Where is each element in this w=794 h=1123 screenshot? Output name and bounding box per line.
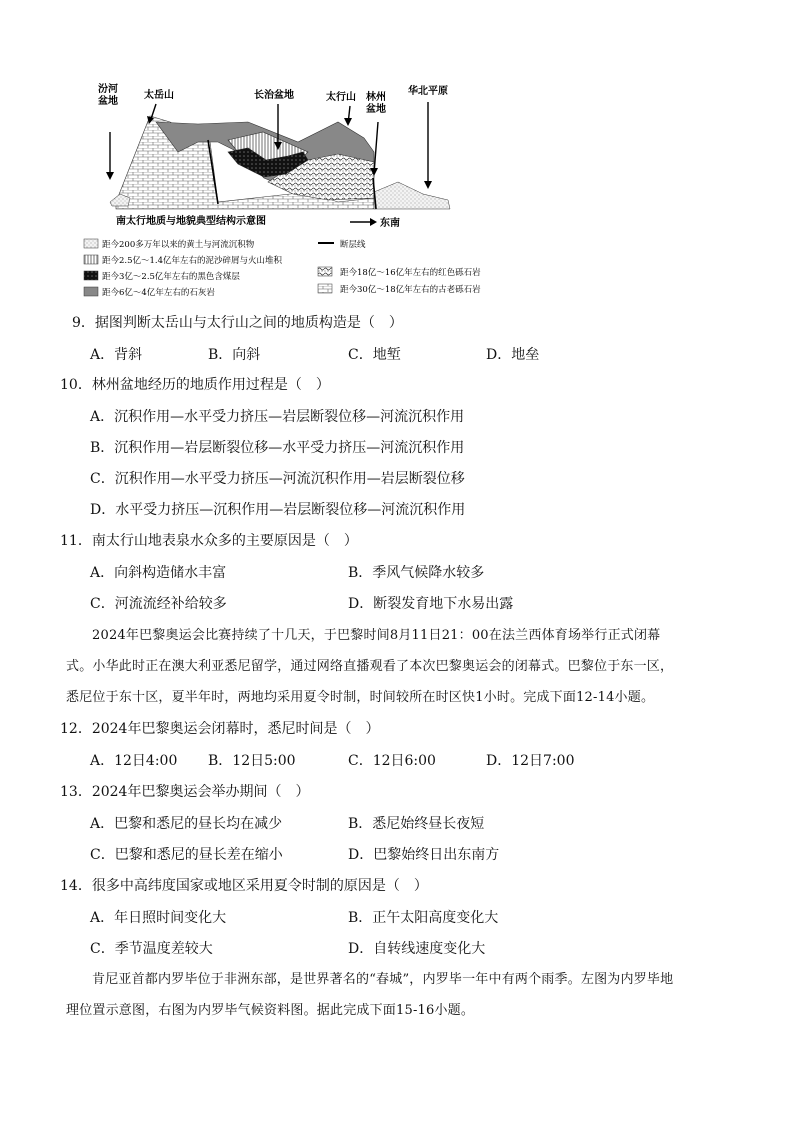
legend	[84, 239, 481, 298]
legend-text-6: 距今18亿～16亿年左右的红色砾石岩	[340, 268, 481, 278]
q9-option-b: B．向斜	[208, 347, 261, 363]
q10-option-c: C．沉积作用—水平受力挤压—河流沉积作用—岩层断裂位移	[90, 471, 465, 487]
q14-option-a: A．年日照时间变化大	[90, 910, 227, 926]
q14-option-b: B．正午太阳高度变化大	[348, 910, 499, 926]
q13-option-c: C．巴黎和悉尼的昼长差在缩小	[90, 847, 283, 863]
legend-text-4: 距今6亿～4亿年左右的石灰岩	[102, 288, 215, 298]
question-12: 12．2024年巴黎奥运会闭幕时，悉尼时间是（ ）	[60, 721, 380, 737]
passage-paris-olympics	[66, 620, 716, 713]
label-linzhou-1: 林州	[366, 92, 386, 103]
legend-text-2: 距今2.5亿～1.4亿年左右的泥沙碎屑与火山堆积	[102, 256, 283, 266]
q13-option-a: A．巴黎和悉尼的昼长均在减少	[90, 816, 283, 832]
arrow-linzhou	[374, 122, 378, 174]
passage-2-line-2: 理位置示意图，右图为内罗毕气候资料图。据此完成下面15-16小题。	[66, 1003, 475, 1018]
passage-1-line-1: 2024年巴黎奥运会比赛持续了十几天，于巴黎时间8月11日21：00在法兰西体育场举行正式闭幕	[92, 628, 661, 643]
direction-label: 东南	[380, 218, 400, 229]
q10-option-d: D．水平受力挤压—沉积作用—岩层断裂位移—河流沉积作用	[90, 502, 466, 518]
label-changzhi: 长治盆地	[254, 90, 294, 101]
q14-option-d: D．自转线速度变化大	[348, 941, 486, 957]
q14-option-c: C．季节温度差较大	[90, 941, 213, 957]
question-11: 11．南太行山地表泉水众多的主要原因是（ ）	[60, 533, 358, 549]
legend-text-7: 距今30亿～18亿年左右的古老砾石岩	[340, 285, 481, 295]
q13-option-d: D．巴黎始终日出东南方	[348, 847, 500, 863]
question-9: 9．据图判断太岳山与太行山之间的地质构造是（ ）	[72, 315, 403, 331]
label-huabei: 华北平原	[408, 86, 448, 97]
q10-option-b: B．沉积作用—岩层断裂位移—水平受力挤压—河流沉积作用	[90, 440, 465, 456]
q9-option-a: A．背斜	[90, 347, 143, 363]
q10-option-a: A．沉积作用—水平受力挤压—岩层断裂位移—河流沉积作用	[90, 409, 465, 425]
legend-text-5: 断层线	[340, 240, 366, 250]
label-linzhou-2: 盆地	[366, 104, 386, 115]
q13-option-b: B．悉尼始终昼长夜短	[348, 816, 485, 832]
q12-option-a: A．12日4:00	[90, 753, 178, 769]
q11-option-b: B．季风气候降水较多	[348, 565, 485, 581]
legend-text-3: 距今3亿～2.5亿年左右的黑色含煤层	[102, 272, 240, 282]
q12-option-d: D．12日7:00	[486, 753, 575, 769]
passage-1-line-3: 悉尼位于东十区，夏半年时，两地均采用夏令时制，时间较所在时区快1小时。完成下面12-14小题。	[66, 690, 655, 705]
geology-figure	[78, 82, 508, 302]
label-fenhe-1: 汾河	[98, 84, 118, 95]
passage-nairobi	[66, 964, 716, 1026]
q9-option-d: D．地垒	[486, 347, 540, 363]
loess-layer-right	[374, 182, 450, 209]
q9-option-c: C．地堑	[348, 347, 401, 363]
passage-1-line-2: 式。小华此时正在澳大利亚悉尼留学，通过网络直播观看了本次巴黎奥运会的闭幕式。巴黎位于东一区，	[66, 659, 674, 674]
passage-2-line-1: 肯尼亚首都内罗毕位于非洲东部，是世界著名的“春城”，内罗毕一年中有两个雨季。左图为内罗毕地	[92, 972, 674, 987]
q11-option-c: C．河流流经补给较多	[90, 596, 227, 612]
question-13: 13．2024年巴黎奥运会举办期间（ ）	[60, 784, 310, 800]
label-taiyue: 太岳山	[144, 90, 174, 101]
question-10: 10．林州盆地经历的地质作用过程是（ ）	[60, 377, 330, 393]
q11-option-a: A．向斜构造储水丰富	[90, 565, 227, 581]
question-14: 14．很多中高纬度国家或地区采用夏令时制的原因是（ ）	[60, 878, 428, 894]
label-fenhe-2: 盆地	[98, 96, 118, 107]
q12-option-c: C．12日6:00	[348, 753, 436, 769]
legend-text-1: 距今200多万年以来的黄土与河流沉积物	[102, 240, 255, 250]
geology-cross-section	[78, 82, 508, 302]
q12-option-b: B．12日5:00	[208, 753, 296, 769]
label-taihang: 太行山	[326, 92, 356, 103]
q11-option-d: D．断裂发育地下水易出露	[348, 596, 514, 612]
figure-caption: 南太行地质与地貌典型结构示意图	[116, 216, 266, 227]
